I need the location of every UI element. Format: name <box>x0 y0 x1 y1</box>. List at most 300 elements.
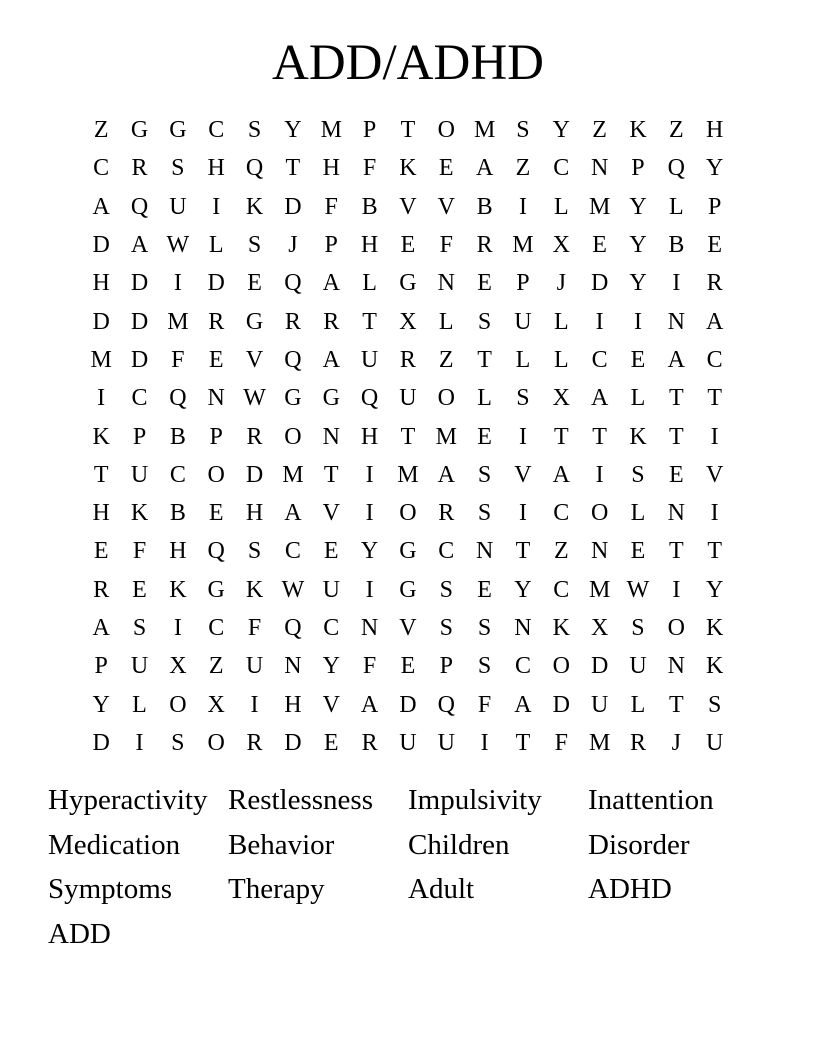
grid-letter[interactable]: N <box>667 653 685 680</box>
grid-letter[interactable]: X <box>169 653 187 680</box>
grid-letter[interactable]: C <box>208 117 225 144</box>
grid-letter[interactable]: P <box>324 232 338 259</box>
word-list-item: Inattention <box>588 784 714 816</box>
grid-letter[interactable]: D <box>590 270 609 297</box>
grid-letter[interactable]: U <box>399 385 417 412</box>
grid-letter[interactable]: U <box>590 691 609 718</box>
grid-letter[interactable]: Z <box>208 653 224 680</box>
grid-letter[interactable]: C <box>169 461 186 488</box>
grid-letter[interactable]: T <box>400 423 416 450</box>
grid-letter[interactable]: E <box>208 346 224 373</box>
grid-letter[interactable]: S <box>477 461 492 488</box>
grid-letter[interactable]: K <box>245 193 264 220</box>
grid-letter[interactable]: U <box>360 346 379 373</box>
grid-letter[interactable]: K <box>706 615 724 641</box>
grid-letter[interactable]: M <box>512 232 534 259</box>
grid-letter[interactable]: M <box>90 346 112 373</box>
grid-letter[interactable]: Y <box>629 270 647 297</box>
grid-letter[interactable]: F <box>439 232 453 259</box>
grid-letter[interactable]: L <box>553 193 569 220</box>
grid-letter[interactable]: W <box>281 576 305 603</box>
grid-letter[interactable]: S <box>631 615 645 641</box>
grid-letter[interactable]: C <box>706 346 723 373</box>
grid-letter[interactable]: T <box>668 691 684 718</box>
grid-letter[interactable]: L <box>668 193 684 220</box>
grid-letter[interactable]: C <box>553 155 570 182</box>
grid-letter[interactable]: M <box>473 117 496 144</box>
grid-letter[interactable]: N <box>590 538 609 565</box>
grid-letter[interactable]: D <box>399 691 417 718</box>
grid-letter[interactable]: C <box>514 653 531 680</box>
grid-letter[interactable]: E <box>132 576 147 603</box>
grid-letter[interactable]: E <box>668 461 684 488</box>
grid-letter[interactable]: Q <box>245 155 264 182</box>
grid-letter[interactable]: K <box>552 615 570 641</box>
grid-letter[interactable]: D <box>284 729 302 756</box>
grid-letter[interactable]: Y <box>284 117 302 144</box>
grid-letter[interactable]: O <box>399 500 417 527</box>
grid-letter[interactable]: S <box>631 461 645 488</box>
grid-letter[interactable]: I <box>595 461 604 488</box>
grid-letter[interactable]: F <box>362 653 377 680</box>
grid-letter[interactable]: T <box>668 385 684 412</box>
grid-letter[interactable]: K <box>706 653 724 680</box>
grid-letter[interactable]: S <box>439 576 453 603</box>
grid-letter[interactable]: N <box>590 155 609 182</box>
grid-letter[interactable]: N <box>667 308 685 335</box>
grid-letter[interactable]: I <box>518 500 527 527</box>
grid-letter[interactable]: S <box>247 117 262 144</box>
grid-letter[interactable]: M <box>435 423 457 450</box>
grid-letter[interactable]: A <box>514 691 532 718</box>
grid-letter[interactable]: V <box>322 500 340 527</box>
grid-letter[interactable]: A <box>667 346 685 373</box>
grid-letter[interactable]: E <box>438 155 454 182</box>
grid-letter[interactable]: U <box>245 653 264 680</box>
grid-letter[interactable]: T <box>400 117 416 144</box>
grid-letter[interactable]: D <box>92 308 110 335</box>
grid-letter[interactable]: Z <box>515 155 531 182</box>
grid-letter[interactable]: U <box>322 576 340 603</box>
grid-letter[interactable]: U <box>169 193 187 220</box>
grid-letter[interactable]: N <box>284 653 302 680</box>
grid-letter[interactable]: V <box>437 193 455 220</box>
grid-letter[interactable]: K <box>629 423 647 450</box>
grid-letter[interactable]: E <box>477 576 492 603</box>
grid-letter[interactable]: S <box>439 615 453 641</box>
word-list-item: Adult <box>408 873 475 905</box>
grid-letter[interactable]: E <box>592 232 607 259</box>
grid-letter[interactable]: T <box>668 423 684 450</box>
grid-letter[interactable]: M <box>588 576 611 603</box>
grid-letter[interactable]: O <box>437 117 455 144</box>
grid-letter[interactable]: Z <box>438 346 454 373</box>
grid-letter[interactable]: Y <box>360 538 379 565</box>
grid-letter[interactable]: B <box>668 232 685 259</box>
grid-letter[interactable]: D <box>284 193 302 220</box>
grid-letter[interactable]: S <box>516 117 530 144</box>
grid-letter[interactable]: S <box>171 729 185 756</box>
grid-letter[interactable]: M <box>588 193 611 220</box>
grid-letter[interactable]: O <box>590 500 609 527</box>
grid-letter[interactable]: F <box>132 538 147 565</box>
word-list-item: Hyperactivity <box>48 784 208 816</box>
grid-letter[interactable]: V <box>514 461 532 488</box>
grid-letter[interactable]: E <box>323 729 339 756</box>
grid-letter[interactable]: L <box>477 385 492 412</box>
grid-letter[interactable]: S <box>516 385 530 412</box>
grid-letter[interactable]: P <box>362 117 377 144</box>
grid-letter[interactable]: L <box>630 691 646 718</box>
grid-letter[interactable]: G <box>399 538 417 565</box>
grid-letter[interactable]: W <box>166 232 190 259</box>
grid-letter[interactable]: Q <box>360 385 379 412</box>
grid-letter[interactable]: M <box>588 729 611 756</box>
grid-letter[interactable]: H <box>360 423 379 450</box>
grid-letter[interactable]: S <box>477 308 492 335</box>
grid-letter[interactable]: C <box>131 385 148 412</box>
grid-letter[interactable]: L <box>630 500 646 527</box>
grid-letter[interactable]: F <box>554 729 568 756</box>
grid-letter[interactable]: A <box>706 308 724 335</box>
grid-letter[interactable]: D <box>92 729 110 756</box>
grid-letter[interactable]: E <box>400 232 416 259</box>
grid-letter[interactable]: K <box>130 500 149 527</box>
grid-letter[interactable]: L <box>515 346 531 373</box>
grid-letter[interactable]: G <box>169 117 187 144</box>
grid-letter[interactable]: D <box>130 346 149 373</box>
grid-letter[interactable]: K <box>169 576 187 603</box>
grid-letter[interactable]: K <box>399 155 417 182</box>
grid-letter[interactable]: C <box>93 155 110 182</box>
grid-letter[interactable]: U <box>399 729 417 756</box>
grid-letter[interactable]: U <box>514 308 532 335</box>
grid-letter[interactable]: G <box>322 385 340 412</box>
grid-letter[interactable]: J <box>556 270 566 297</box>
grid-letter[interactable]: Z <box>93 117 109 144</box>
grid-letter[interactable]: C <box>323 615 340 641</box>
grid-letter[interactable]: M <box>397 461 419 488</box>
grid-letter[interactable]: I <box>595 308 604 335</box>
grid-letter[interactable]: H <box>284 691 302 718</box>
grid-letter[interactable]: V <box>399 615 417 641</box>
grid-letter[interactable]: R <box>476 232 493 259</box>
grid-letter[interactable]: R <box>323 308 340 335</box>
grid-letter[interactable]: I <box>672 576 681 603</box>
grid-letter[interactable]: H <box>169 538 187 565</box>
grid-letter[interactable]: D <box>552 691 570 718</box>
grid-letter[interactable]: C <box>208 615 225 641</box>
grid-letter[interactable]: H <box>360 232 379 259</box>
grid-letter[interactable]: A <box>552 461 570 488</box>
grid-letter[interactable]: G <box>284 385 302 412</box>
grid-letter[interactable]: C <box>591 346 608 373</box>
grid-letter[interactable]: D <box>207 270 225 297</box>
grid-letter[interactable]: O <box>284 423 302 450</box>
grid-letter[interactable]: U <box>130 461 149 488</box>
grid-letter[interactable]: O <box>207 729 225 756</box>
grid-letter[interactable]: Q <box>284 346 302 373</box>
grid-letter[interactable]: K <box>629 117 647 144</box>
grid-letter[interactable]: P <box>516 270 530 297</box>
grid-letter[interactable]: P <box>439 653 453 680</box>
grid-letter[interactable]: N <box>437 270 455 297</box>
grid-letter[interactable]: I <box>710 500 719 527</box>
grid-letter[interactable]: G <box>399 270 417 297</box>
grid-letter[interactable]: M <box>167 308 189 335</box>
grid-letter[interactable]: H <box>245 500 264 527</box>
grid-letter[interactable]: T <box>592 423 607 450</box>
grid-letter[interactable]: F <box>324 193 338 220</box>
grid-letter[interactable]: J <box>288 232 298 259</box>
grid-letter[interactable]: T <box>477 346 492 373</box>
grid-letter[interactable]: K <box>92 423 110 450</box>
grid-letter[interactable]: C <box>553 500 570 527</box>
grid-letter[interactable]: A <box>322 270 340 297</box>
grid-letter[interactable]: Y <box>92 691 110 718</box>
grid-letter[interactable]: D <box>590 653 609 680</box>
grid-letter[interactable]: Z <box>592 117 607 144</box>
grid-letter[interactable]: N <box>360 615 379 641</box>
grid-letter[interactable]: B <box>476 193 493 220</box>
word-list-item: Children <box>408 828 510 861</box>
grid-letter[interactable]: K <box>245 576 264 603</box>
grid-letter[interactable]: Y <box>629 232 647 259</box>
grid-letter[interactable]: L <box>132 691 147 718</box>
grid-letter[interactable]: S <box>477 500 492 527</box>
grid-letter[interactable]: T <box>362 308 377 335</box>
grid-letter[interactable]: O <box>169 691 187 718</box>
grid-letter[interactable]: O <box>667 615 685 641</box>
grid-letter[interactable]: C <box>438 538 455 565</box>
grid-letter[interactable]: A <box>590 385 609 412</box>
grid-letter[interactable]: C <box>284 538 301 565</box>
grid-letter[interactable]: Q <box>437 691 455 718</box>
grid-letter[interactable]: D <box>92 232 110 259</box>
grid-letter[interactable]: T <box>285 155 301 182</box>
grid-letter[interactable]: F <box>477 691 492 718</box>
grid-letter[interactable]: V <box>245 346 264 373</box>
grid-letter[interactable]: L <box>208 232 224 259</box>
grid-letter[interactable]: T <box>553 423 569 450</box>
letter-grid <box>82 111 734 762</box>
grid-letter[interactable]: X <box>207 691 225 718</box>
grid-letter[interactable]: P <box>94 653 108 680</box>
grid-letter[interactable]: X <box>552 385 570 412</box>
word-list-item: Symptoms <box>48 873 173 905</box>
grid-letter[interactable]: I <box>633 308 642 335</box>
grid-letter[interactable]: L <box>438 308 454 335</box>
grid-letter[interactable]: E <box>630 346 646 373</box>
grid-letter[interactable]: A <box>92 615 110 641</box>
grid-letter[interactable]: A <box>360 691 379 718</box>
grid-letter[interactable]: E <box>247 270 262 297</box>
grid-letter[interactable]: X <box>552 232 570 259</box>
grid-letter[interactable]: H <box>706 117 724 144</box>
grid-letter[interactable]: F <box>247 615 262 641</box>
grid-letter[interactable]: S <box>247 232 262 259</box>
grid-letter[interactable]: R <box>438 500 455 527</box>
grid-letter[interactable]: F <box>362 155 377 182</box>
grid-letter[interactable]: L <box>553 346 569 373</box>
grid-letter[interactable]: D <box>130 270 149 297</box>
grid-letter[interactable]: R <box>284 308 301 335</box>
grid-letter[interactable]: F <box>171 346 185 373</box>
grid-letter[interactable]: S <box>171 155 185 182</box>
grid-letter[interactable]: R <box>629 729 646 756</box>
grid-letter[interactable]: N <box>475 538 494 565</box>
grid-letter[interactable]: G <box>130 117 149 144</box>
grid-letter[interactable]: V <box>322 691 340 718</box>
grid-letter[interactable]: R <box>246 423 263 450</box>
grid-letter[interactable]: T <box>668 538 684 565</box>
grid-letter[interactable]: E <box>477 270 492 297</box>
grid-letter[interactable]: R <box>246 729 263 756</box>
grid-letter[interactable]: R <box>93 576 110 603</box>
grid-letter[interactable]: S <box>477 615 492 641</box>
grid-letter[interactable]: A <box>475 155 494 182</box>
grid-letter[interactable]: T <box>707 538 722 565</box>
grid-letter[interactable]: I <box>518 193 527 220</box>
grid-letter[interactable]: E <box>630 538 646 565</box>
word-list-item: Therapy <box>228 873 325 905</box>
grid-letter[interactable]: O <box>207 461 225 488</box>
grid-letter[interactable]: A <box>92 193 110 220</box>
grid-letter[interactable]: U <box>706 729 724 756</box>
grid-letter[interactable]: I <box>365 461 374 488</box>
grid-letter[interactable]: M <box>282 461 304 488</box>
grid-letter[interactable]: L <box>553 308 569 335</box>
grid-letter[interactable]: W <box>626 576 650 603</box>
grid-letter[interactable]: T <box>515 729 531 756</box>
word-list-item: ADD <box>48 917 111 950</box>
grid-letter[interactable]: A <box>437 461 455 488</box>
grid-letter[interactable]: B <box>361 193 378 220</box>
grid-letter[interactable]: D <box>245 461 264 488</box>
grid-letter[interactable]: I <box>480 729 489 756</box>
grid-letter[interactable]: I <box>250 691 259 718</box>
grid-letter[interactable]: I <box>212 193 221 220</box>
grid-letter[interactable]: W <box>243 385 266 412</box>
grid-letter[interactable]: I <box>365 500 374 527</box>
grid-letter[interactable]: E <box>208 500 224 527</box>
grid-letter[interactable]: O <box>552 653 570 680</box>
grid-letter[interactable]: P <box>707 193 722 220</box>
grid-letter[interactable]: T <box>515 538 531 565</box>
grid-letter[interactable]: N <box>667 500 685 527</box>
grid-letter[interactable]: B <box>169 423 186 450</box>
grid-letter[interactable]: J <box>671 729 681 756</box>
grid-letter[interactable]: N <box>514 615 532 641</box>
grid-letter[interactable]: M <box>320 117 342 144</box>
grid-letter[interactable]: N <box>207 385 225 412</box>
word-list-item: Medication <box>48 828 181 861</box>
grid-letter[interactable]: E <box>707 232 722 259</box>
grid-letter[interactable]: T <box>707 385 722 412</box>
grid-letter[interactable]: X <box>399 308 417 335</box>
grid-letter[interactable]: X <box>590 615 609 641</box>
grid-letter[interactable]: Q <box>130 193 149 220</box>
grid-letter[interactable]: I <box>173 615 182 641</box>
grid-letter[interactable]: S <box>247 538 262 565</box>
grid-letter[interactable]: H <box>92 270 110 297</box>
grid-letter[interactable]: Q <box>207 538 225 565</box>
grid-letter[interactable]: B <box>169 500 186 527</box>
grid-letter[interactable]: T <box>93 461 109 488</box>
grid-letter[interactable]: I <box>365 576 374 603</box>
grid-letter[interactable]: G <box>207 576 225 603</box>
grid-letter[interactable]: L <box>630 385 646 412</box>
grid-letter[interactable]: Q <box>169 385 187 412</box>
grid-letter[interactable]: O <box>437 385 455 412</box>
grid-letter[interactable]: I <box>672 270 681 297</box>
grid-letter[interactable]: A <box>322 346 340 373</box>
grid-letter[interactable]: E <box>323 538 339 565</box>
grid-letter[interactable]: P <box>132 423 147 450</box>
grid-letter[interactable]: H <box>92 500 110 527</box>
grid-letter[interactable]: R <box>706 270 723 297</box>
grid-letter[interactable]: G <box>399 576 417 603</box>
grid-letter[interactable]: I <box>97 385 106 412</box>
grid-letter[interactable]: C <box>553 576 570 603</box>
grid-letter[interactable]: Z <box>553 538 569 565</box>
grid-letter[interactable]: S <box>132 615 147 641</box>
grid-letter[interactable]: I <box>135 729 144 756</box>
grid-letter[interactable]: L <box>362 270 377 297</box>
word-list-item: Restlessness <box>228 784 373 816</box>
grid-letter[interactable]: Z <box>668 117 684 144</box>
grid-letter[interactable]: Q <box>667 155 685 182</box>
grid-letter[interactable]: Y <box>629 193 647 220</box>
grid-letter[interactable]: R <box>361 729 378 756</box>
grid-letter[interactable]: D <box>130 308 149 335</box>
grid-letter[interactable]: U <box>437 729 455 756</box>
grid-letter[interactable]: V <box>399 193 417 220</box>
grid-letter[interactable]: Q <box>284 615 302 641</box>
grid-letter[interactable]: S <box>707 691 722 718</box>
grid-letter[interactable]: E <box>477 423 492 450</box>
word-list-item: Impulsivity <box>408 784 542 816</box>
grid-letter[interactable]: N <box>322 423 340 450</box>
grid-letter[interactable]: E <box>93 538 109 565</box>
grid-letter[interactable]: A <box>130 232 149 259</box>
grid-letter[interactable]: Y <box>552 117 570 144</box>
grid-letter[interactable]: U <box>629 653 647 680</box>
grid-letter[interactable]: U <box>130 653 149 680</box>
grid-letter[interactable]: Y <box>706 155 724 182</box>
grid-letter[interactable]: Y <box>322 653 340 680</box>
grid-letter[interactable]: R <box>208 308 225 335</box>
grid-letter[interactable]: I <box>173 270 182 297</box>
grid-letter[interactable]: E <box>400 653 416 680</box>
grid-letter[interactable]: I <box>518 423 527 450</box>
grid-letter[interactable]: H <box>207 155 225 182</box>
grid-letter[interactable]: R <box>131 155 148 182</box>
grid-letter[interactable]: I <box>710 423 719 450</box>
grid-letter[interactable]: Y <box>706 576 724 603</box>
grid-letter[interactable]: G <box>245 308 264 335</box>
grid-letter[interactable]: V <box>706 461 724 488</box>
grid-letter[interactable]: P <box>631 155 645 182</box>
grid-letter[interactable]: R <box>399 346 416 373</box>
grid-letter[interactable]: Y <box>514 576 532 603</box>
grid-letter[interactable]: T <box>323 461 339 488</box>
grid-letter[interactable]: Q <box>284 270 302 297</box>
grid-letter[interactable]: H <box>322 155 340 182</box>
grid-letter[interactable]: P <box>209 423 223 450</box>
grid-letter[interactable]: S <box>477 653 492 680</box>
grid-letter[interactable]: A <box>284 500 302 527</box>
